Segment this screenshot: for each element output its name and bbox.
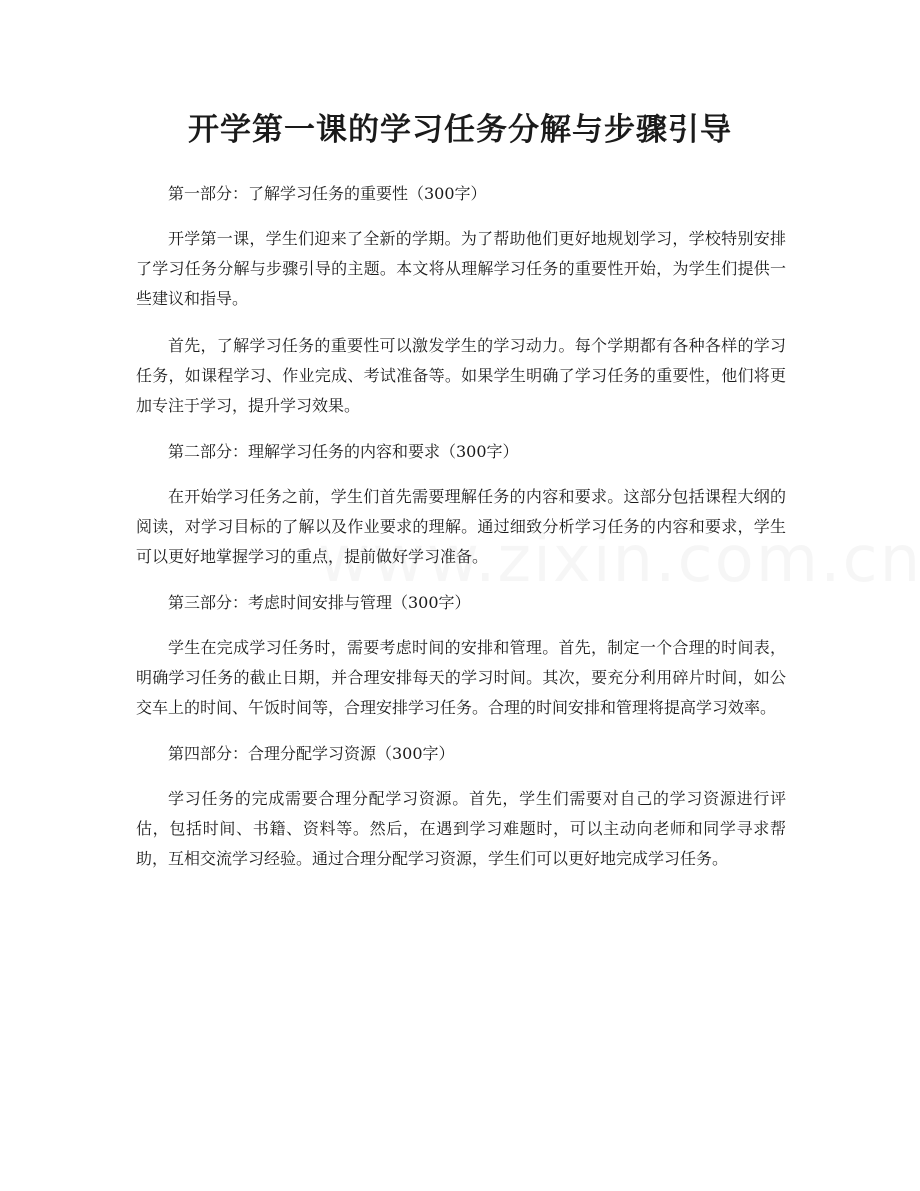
section-2-paragraph-1: 在开始学习任务之前，学生们首先需要理解任务的内容和要求。这部分包括课程大纲的阅读，对学习目标的了解以及作业要求的理解。通过细致分析学习任务的内容和要求，学生可以更好地掌握学习的重点，提前做好学习准备。 (136, 487, 786, 566)
section-3-heading: 第三部分：考虑时间安排与管理（300字） (168, 593, 471, 612)
section-3-paragraph-1: 学生在完成学习任务时，需要考虑时间的安排和管理。首先，制定一个合理的时间表，明确学习任务的截止日期，并合理安排每天的学习时间。其次，要充分利用碎片时间，如公交车上的时间、午饭时间等，合理安排学习任务。合理的时间安排和管理将提高学习效率。 (136, 638, 786, 717)
section-4-paragraph-1: 学习任务的完成需要合理分配学习资源。首先，学生们需要对自己的学习资源进行评估，包括时间、书籍、资料等。然后，在遇到学习难题时，可以主动向老师和同学寻求帮助，互相交流学习经验。通过合理分配学习资源，学生们可以更好地完成学习任务。 (136, 789, 786, 868)
section-2-heading: 第二部分：理解学习任务的内容和要求（300字） (168, 442, 519, 461)
section-4-heading: 第四部分：合理分配学习资源（300字） (168, 744, 455, 763)
section-1-paragraph-2: 首先，了解学习任务的重要性可以激发学生的学习动力。每个学期都有各种各样的学习任务，如课程学习、作业完成、考试准备等。如果学生明确了学习任务的重要性，他们将更加专注于学习，提升学习效果。 (136, 336, 786, 415)
document-title: 开学第一课的学习任务分解与步骤引导 (188, 112, 732, 148)
document-body (136, 180, 786, 891)
section-1-paragraph-1: 开学第一课，学生们迎来了全新的学期。为了帮助他们更好地规划学习，学校特别安排了学习任务分解与步骤引导的主题。本文将从理解学习任务的重要性开始，为学生们提供一些建议和指导。 (136, 229, 786, 308)
section-1-heading: 第一部分：了解学习任务的重要性（300字） (168, 184, 487, 203)
